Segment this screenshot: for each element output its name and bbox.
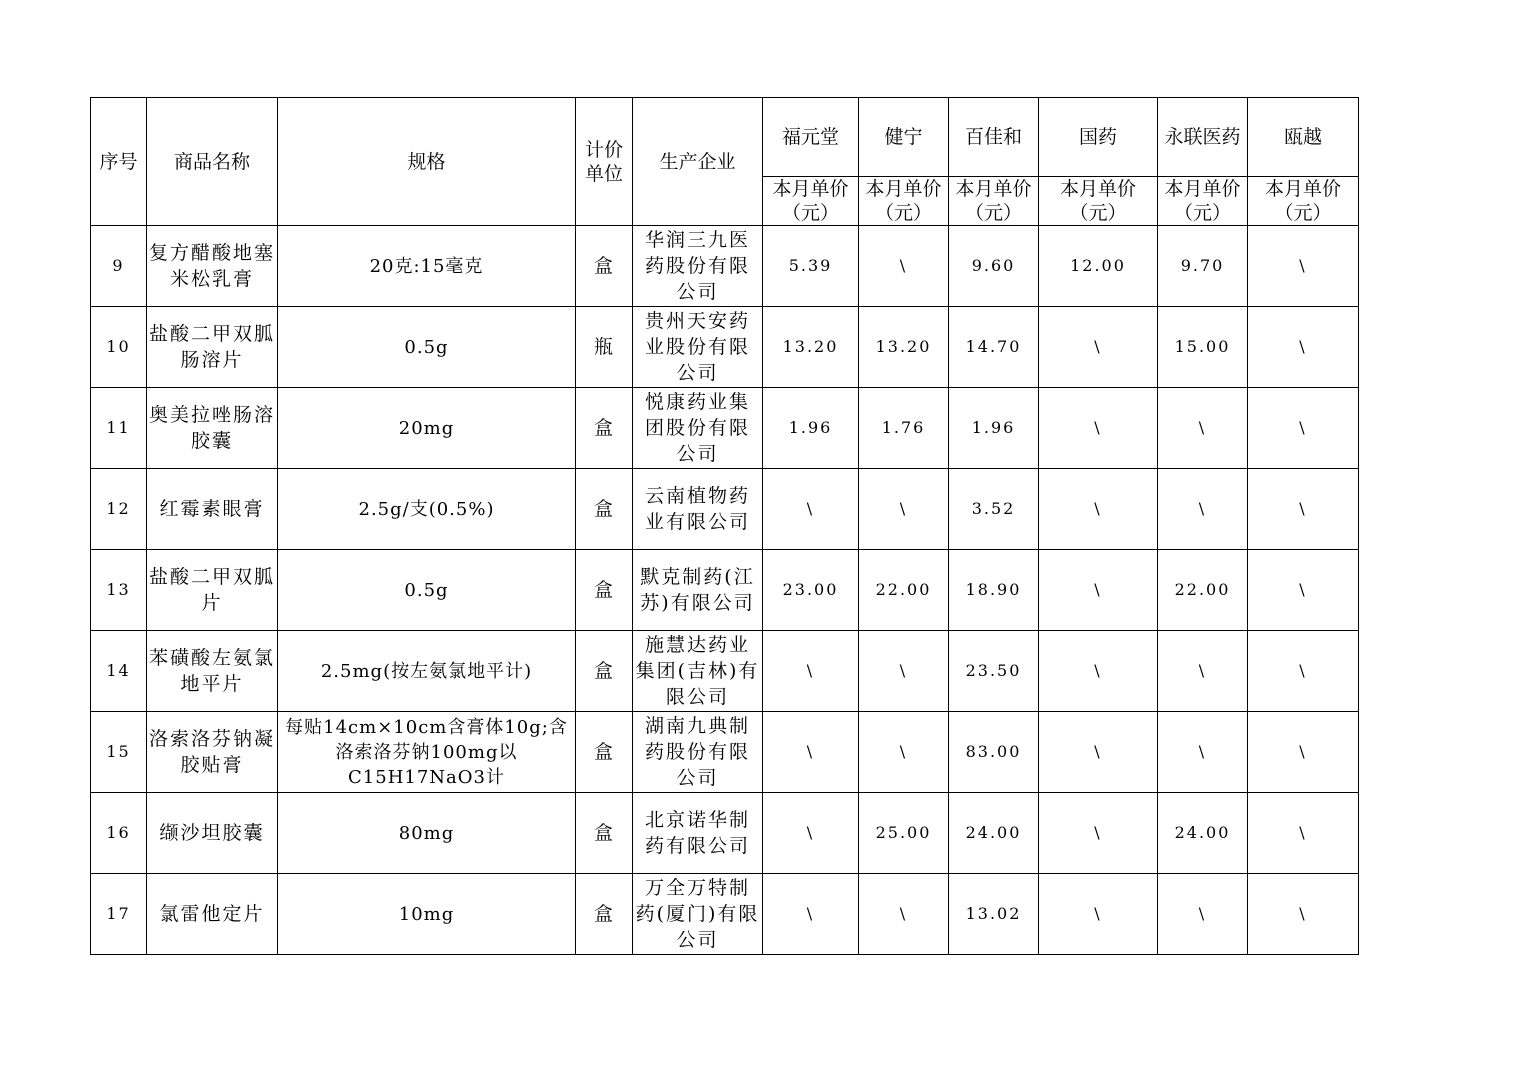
- cell-price: \: [1248, 226, 1359, 307]
- cell-price: 1.76: [859, 388, 949, 469]
- cell-seq: 11: [91, 388, 147, 469]
- cell-price: 15.00: [1158, 307, 1248, 388]
- cell-price: \: [763, 469, 859, 550]
- cell-price: 25.00: [859, 793, 949, 874]
- cell-maker: 北京诺华制药有限公司: [633, 793, 763, 874]
- table-row: [91, 550, 1359, 631]
- cell-price: \: [1039, 712, 1158, 793]
- cell-maker: 云南植物药业有限公司: [633, 469, 763, 550]
- header-store: 百佳和: [949, 98, 1039, 177]
- cell-unit: 盒: [576, 550, 633, 631]
- cell-spec: 10mg: [278, 874, 576, 955]
- header-price-label: 本月单价（元）: [1248, 177, 1359, 226]
- table-row: [91, 874, 1359, 955]
- cell-unit: 盒: [576, 793, 633, 874]
- cell-price: \: [1248, 469, 1359, 550]
- cell-name: 盐酸二甲双胍肠溶片: [147, 307, 278, 388]
- cell-price: 24.00: [949, 793, 1039, 874]
- cell-price: 1.96: [763, 388, 859, 469]
- cell-price: 22.00: [859, 550, 949, 631]
- cell-unit: 盒: [576, 469, 633, 550]
- cell-price: \: [1248, 631, 1359, 712]
- cell-price: \: [763, 712, 859, 793]
- cell-price: 5.39: [763, 226, 859, 307]
- cell-name: 复方醋酸地塞米松乳膏: [147, 226, 278, 307]
- header-price-label: 本月单价（元）: [763, 177, 859, 226]
- cell-name: 苯磺酸左氨氯地平片: [147, 631, 278, 712]
- header-price-label: 本月单价（元）: [1039, 177, 1158, 226]
- cell-price: \: [859, 712, 949, 793]
- cell-price: 83.00: [949, 712, 1039, 793]
- header-price-label: 本月单价（元）: [1158, 177, 1248, 226]
- cell-price: 24.00: [1158, 793, 1248, 874]
- cell-spec: 每贴14cm×10cm含膏体10g;含洛索洛芬钠100mg以C15H17NaO3计: [278, 712, 576, 793]
- cell-name: 盐酸二甲双胍片: [147, 550, 278, 631]
- cell-unit: 盒: [576, 388, 633, 469]
- cell-maker: 施慧达药业集团(吉林)有限公司: [633, 631, 763, 712]
- cell-price: \: [1158, 469, 1248, 550]
- cell-price: 23.50: [949, 631, 1039, 712]
- cell-seq: 15: [91, 712, 147, 793]
- header-store: 福元堂: [763, 98, 859, 177]
- cell-price: \: [1039, 631, 1158, 712]
- cell-price: 14.70: [949, 307, 1039, 388]
- cell-seq: 9: [91, 226, 147, 307]
- cell-price: 9.70: [1158, 226, 1248, 307]
- cell-price: \: [763, 793, 859, 874]
- header-store: 瓯越: [1248, 98, 1359, 177]
- cell-price: \: [1039, 388, 1158, 469]
- cell-unit: 盒: [576, 226, 633, 307]
- cell-price: \: [859, 631, 949, 712]
- cell-maker: 贵州天安药业股份有限公司: [633, 307, 763, 388]
- cell-price: \: [859, 226, 949, 307]
- table-body: [91, 226, 1359, 955]
- cell-name: 氯雷他定片: [147, 874, 278, 955]
- cell-price: \: [1039, 874, 1158, 955]
- table-row: [91, 631, 1359, 712]
- header-store: 健宁: [859, 98, 949, 177]
- cell-name: 缬沙坦胶囊: [147, 793, 278, 874]
- table-row: [91, 712, 1359, 793]
- cell-seq: 16: [91, 793, 147, 874]
- cell-unit: 盒: [576, 874, 633, 955]
- cell-price: \: [1248, 712, 1359, 793]
- cell-maker: 湖南九典制药股份有限公司: [633, 712, 763, 793]
- header-seq: 序号: [91, 98, 147, 226]
- drug-price-table: [90, 97, 1359, 955]
- cell-spec: 0.5g: [278, 307, 576, 388]
- cell-unit: 盒: [576, 712, 633, 793]
- cell-price: \: [1158, 631, 1248, 712]
- header-price-label: 本月单价（元）: [949, 177, 1039, 226]
- cell-price: \: [1248, 550, 1359, 631]
- table-row: [91, 388, 1359, 469]
- cell-maker: 默克制药(江苏)有限公司: [633, 550, 763, 631]
- cell-name: 奥美拉唑肠溶胶囊: [147, 388, 278, 469]
- cell-unit: 瓶: [576, 307, 633, 388]
- table-row: [91, 793, 1359, 874]
- cell-price: 13.20: [763, 307, 859, 388]
- cell-name: 洛索洛芬钠凝胶贴膏: [147, 712, 278, 793]
- cell-price: 1.96: [949, 388, 1039, 469]
- cell-seq: 10: [91, 307, 147, 388]
- header-spec: 规格: [278, 98, 576, 226]
- cell-price: \: [1039, 793, 1158, 874]
- cell-price: \: [763, 874, 859, 955]
- cell-name: 红霉素眼膏: [147, 469, 278, 550]
- cell-maker: 悦康药业集团股份有限公司: [633, 388, 763, 469]
- table-row: [91, 307, 1359, 388]
- table-row: [91, 469, 1359, 550]
- cell-spec: 2.5mg(按左氨氯地平计): [278, 631, 576, 712]
- cell-seq: 14: [91, 631, 147, 712]
- cell-price: \: [1248, 388, 1359, 469]
- header-unit: 计价单位: [576, 98, 633, 226]
- cell-price: 13.20: [859, 307, 949, 388]
- cell-price: \: [1039, 469, 1158, 550]
- cell-spec: 20克:15毫克: [278, 226, 576, 307]
- cell-price: \: [1248, 307, 1359, 388]
- cell-seq: 17: [91, 874, 147, 955]
- cell-price: 22.00: [1158, 550, 1248, 631]
- cell-seq: 12: [91, 469, 147, 550]
- cell-spec: 2.5g/支(0.5%): [278, 469, 576, 550]
- cell-maker: 华润三九医药股份有限公司: [633, 226, 763, 307]
- cell-price: 23.00: [763, 550, 859, 631]
- cell-price: \: [859, 874, 949, 955]
- header-store: 国药: [1039, 98, 1158, 177]
- cell-price: 3.52: [949, 469, 1039, 550]
- cell-unit: 盒: [576, 631, 633, 712]
- header-price-label: 本月单价（元）: [859, 177, 949, 226]
- cell-price: \: [1158, 712, 1248, 793]
- header-maker: 生产企业: [633, 98, 763, 226]
- header-store: 永联医药: [1158, 98, 1248, 177]
- cell-price: \: [763, 631, 859, 712]
- header-name: 商品名称: [147, 98, 278, 226]
- cell-price: 9.60: [949, 226, 1039, 307]
- cell-price: \: [859, 469, 949, 550]
- cell-maker: 万全万特制药(厦门)有限公司: [633, 874, 763, 955]
- cell-price: \: [1248, 874, 1359, 955]
- cell-price: 18.90: [949, 550, 1039, 631]
- cell-price: \: [1248, 793, 1359, 874]
- cell-spec: 20mg: [278, 388, 576, 469]
- header-row: [91, 98, 1359, 177]
- cell-price: 12.00: [1039, 226, 1158, 307]
- cell-price: \: [1158, 874, 1248, 955]
- cell-price: \: [1039, 550, 1158, 631]
- cell-spec: 0.5g: [278, 550, 576, 631]
- cell-seq: 13: [91, 550, 147, 631]
- cell-price: \: [1039, 307, 1158, 388]
- cell-price: \: [1158, 388, 1248, 469]
- cell-price: 13.02: [949, 874, 1039, 955]
- cell-spec: 80mg: [278, 793, 576, 874]
- table-row: [91, 226, 1359, 307]
